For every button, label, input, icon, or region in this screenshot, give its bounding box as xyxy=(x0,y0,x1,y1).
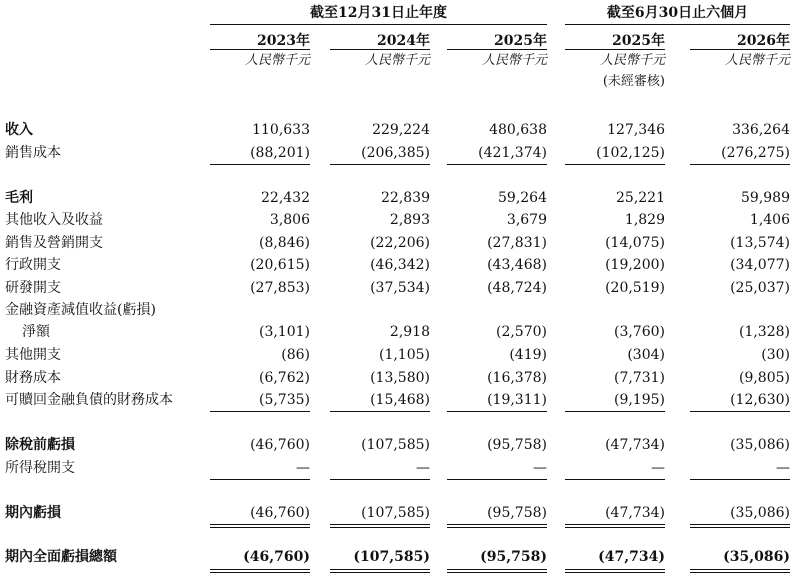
value-cell: (47,734) xyxy=(605,505,665,521)
subtotal-rule xyxy=(210,411,310,412)
value-cell: (35,086) xyxy=(730,437,790,453)
value-cell: 59,264 xyxy=(498,190,547,206)
subtotal-rule xyxy=(690,479,790,480)
subtotal-rule xyxy=(210,479,310,480)
year-header-rule xyxy=(690,49,790,50)
subtotal-rule xyxy=(447,479,547,480)
value-cell: (3,760) xyxy=(613,324,665,340)
subtotal-rule xyxy=(330,479,430,480)
unit-label: 人民幣千元 xyxy=(244,53,310,68)
value-cell: (15,468) xyxy=(370,392,430,408)
year-header: 2023年 xyxy=(257,33,310,49)
value-cell: (35,086) xyxy=(730,505,790,521)
value-cell: (46,760) xyxy=(243,549,310,565)
row-label-impairment-net: 淨額 xyxy=(22,324,50,340)
row-label-other-income: 其他收入及收益 xyxy=(5,212,103,228)
value-cell: (34,077) xyxy=(730,257,790,273)
subtotal-rule xyxy=(210,164,310,165)
value-cell: 336,264 xyxy=(732,122,790,138)
value-cell: (7,731) xyxy=(613,370,665,386)
value-cell: 1,406 xyxy=(749,212,790,228)
value-cell: — xyxy=(296,460,310,476)
row-label-impairment: 金融資產減值收益(虧損) xyxy=(5,302,156,318)
value-cell: (48,724) xyxy=(487,280,547,296)
value-cell: (9,195) xyxy=(613,392,665,408)
double-rule xyxy=(210,569,310,570)
value-cell: (46,342) xyxy=(370,257,430,273)
year-header-rule xyxy=(447,49,547,50)
row-label-rd-expenses: 研發開支 xyxy=(5,280,61,296)
double-rule xyxy=(210,524,310,525)
group-header-six-months: 截至6月30日止六個月 xyxy=(606,5,749,21)
subtotal-rule xyxy=(447,164,547,165)
value-cell: (12,630) xyxy=(730,392,790,408)
double-rule xyxy=(330,569,430,570)
value-cell: (43,468) xyxy=(487,257,547,273)
value-cell: 22,839 xyxy=(381,190,430,206)
unit-label: 人民幣千元 xyxy=(364,53,430,68)
value-cell: (107,585) xyxy=(361,505,430,521)
value-cell: (47,734) xyxy=(598,549,665,565)
subtotal-rule xyxy=(330,164,430,165)
value-cell: (37,534) xyxy=(370,280,430,296)
year-header-rule xyxy=(330,49,430,50)
value-cell: (107,585) xyxy=(361,437,430,453)
year-header: 2026年 xyxy=(737,33,790,49)
value-cell: (19,311) xyxy=(487,392,547,408)
group-header-year-end: 截至12月31日止年度 xyxy=(310,5,447,21)
value-cell: (46,760) xyxy=(250,437,310,453)
double-rule xyxy=(565,569,665,570)
double-rule xyxy=(210,527,310,528)
value-cell: (419) xyxy=(509,347,547,363)
value-cell: (3,101) xyxy=(258,324,310,340)
value-cell: 480,638 xyxy=(489,122,547,138)
value-cell: 25,221 xyxy=(616,190,665,206)
year-header-rule xyxy=(210,49,310,50)
subtotal-rule xyxy=(690,411,790,412)
value-cell: (27,853) xyxy=(250,280,310,296)
unit-label: 人民幣千元 xyxy=(599,53,665,68)
double-rule xyxy=(330,572,430,573)
value-cell: 3,806 xyxy=(269,212,310,228)
value-cell: 110,633 xyxy=(252,122,310,138)
value-cell: (6,762) xyxy=(258,370,310,386)
row-label-revenue: 收入 xyxy=(5,122,33,138)
subtotal-rule xyxy=(565,411,665,412)
value-cell: — xyxy=(416,460,430,476)
value-cell: (95,758) xyxy=(487,505,547,521)
row-label-selling-expenses: 銷售及營銷開支 xyxy=(5,235,103,251)
value-cell: 2,893 xyxy=(389,212,430,228)
value-cell: (19,200) xyxy=(605,257,665,273)
value-cell: (16,378) xyxy=(487,370,547,386)
subtotal-rule xyxy=(690,164,790,165)
value-cell: — xyxy=(651,460,665,476)
value-cell: (20,519) xyxy=(605,280,665,296)
value-cell: — xyxy=(533,460,547,476)
value-cell: 127,346 xyxy=(607,122,665,138)
value-cell: (20,615) xyxy=(250,257,310,273)
value-cell: (35,086) xyxy=(723,549,790,565)
value-cell: (13,574) xyxy=(730,235,790,251)
double-rule xyxy=(565,572,665,573)
value-cell: (30) xyxy=(761,347,790,363)
subtotal-rule xyxy=(447,411,547,412)
value-cell: (8,846) xyxy=(258,235,310,251)
double-rule xyxy=(690,524,790,525)
value-cell: (9,805) xyxy=(738,370,790,386)
value-cell: — xyxy=(776,460,790,476)
double-rule xyxy=(210,572,310,573)
value-cell: (102,125) xyxy=(596,145,665,161)
value-cell: (1,328) xyxy=(738,324,790,340)
unaudited-note: (未經審核) xyxy=(602,74,665,89)
subtotal-rule xyxy=(565,479,665,480)
value-cell: (13,580) xyxy=(370,370,430,386)
year-header-rule xyxy=(565,49,665,50)
value-cell: (22,206) xyxy=(370,235,430,251)
value-cell: (276,275) xyxy=(721,145,790,161)
value-cell: (86) xyxy=(281,347,310,363)
row-label-income-tax: 所得稅開支 xyxy=(5,460,75,476)
value-cell: 2,918 xyxy=(389,324,430,340)
value-cell: (95,758) xyxy=(480,549,547,565)
double-rule xyxy=(447,572,547,573)
group-header-rule xyxy=(210,24,547,25)
value-cell: 59,989 xyxy=(741,190,790,206)
double-rule xyxy=(690,572,790,573)
subtotal-rule xyxy=(330,411,430,412)
value-cell: 3,679 xyxy=(506,212,547,228)
year-header: 2024年 xyxy=(377,33,430,49)
group-header-rule xyxy=(565,24,790,25)
value-cell: (47,734) xyxy=(605,437,665,453)
year-header: 2025年 xyxy=(612,33,665,49)
value-cell: (421,374) xyxy=(478,145,547,161)
row-label-loss-for-period: 期內虧損 xyxy=(5,505,61,521)
value-cell: (25,037) xyxy=(730,280,790,296)
value-cell: (5,735) xyxy=(258,392,310,408)
value-cell: (88,201) xyxy=(250,145,310,161)
value-cell: (27,831) xyxy=(487,235,547,251)
value-cell: (107,585) xyxy=(353,549,430,565)
double-rule xyxy=(447,524,547,525)
row-label-gross-profit: 毛利 xyxy=(5,190,33,206)
double-rule xyxy=(330,527,430,528)
row-label-admin-expenses: 行政開支 xyxy=(5,257,61,273)
value-cell: (46,760) xyxy=(250,505,310,521)
row-label-total-comprehensive-loss: 期內全面虧損總額 xyxy=(5,549,117,565)
row-label-redeemable-finance-costs: 可贖回金融負債的財務成本 xyxy=(5,392,173,408)
value-cell: (95,758) xyxy=(487,437,547,453)
row-label-loss-before-tax: 除稅前虧損 xyxy=(5,437,75,453)
unit-label: 人民幣千元 xyxy=(481,53,547,68)
value-cell: 22,432 xyxy=(261,190,310,206)
row-label-other-expenses: 其他開支 xyxy=(5,347,61,363)
value-cell: (1,105) xyxy=(378,347,430,363)
row-label-cost-of-sales: 銷售成本 xyxy=(5,145,61,161)
value-cell: (14,075) xyxy=(605,235,665,251)
double-rule xyxy=(447,569,547,570)
value-cell: (304) xyxy=(627,347,665,363)
row-label-finance-costs: 財務成本 xyxy=(5,370,61,386)
double-rule xyxy=(330,524,430,525)
double-rule xyxy=(690,569,790,570)
year-header: 2025年 xyxy=(494,33,547,49)
double-rule xyxy=(565,527,665,528)
double-rule xyxy=(565,524,665,525)
subtotal-rule xyxy=(565,164,665,165)
double-rule xyxy=(447,527,547,528)
unit-label: 人民幣千元 xyxy=(724,53,790,68)
value-cell: (206,385) xyxy=(361,145,430,161)
value-cell: (2,570) xyxy=(495,324,547,340)
value-cell: 229,224 xyxy=(372,122,430,138)
value-cell: 1,829 xyxy=(624,212,665,228)
double-rule xyxy=(690,527,790,528)
